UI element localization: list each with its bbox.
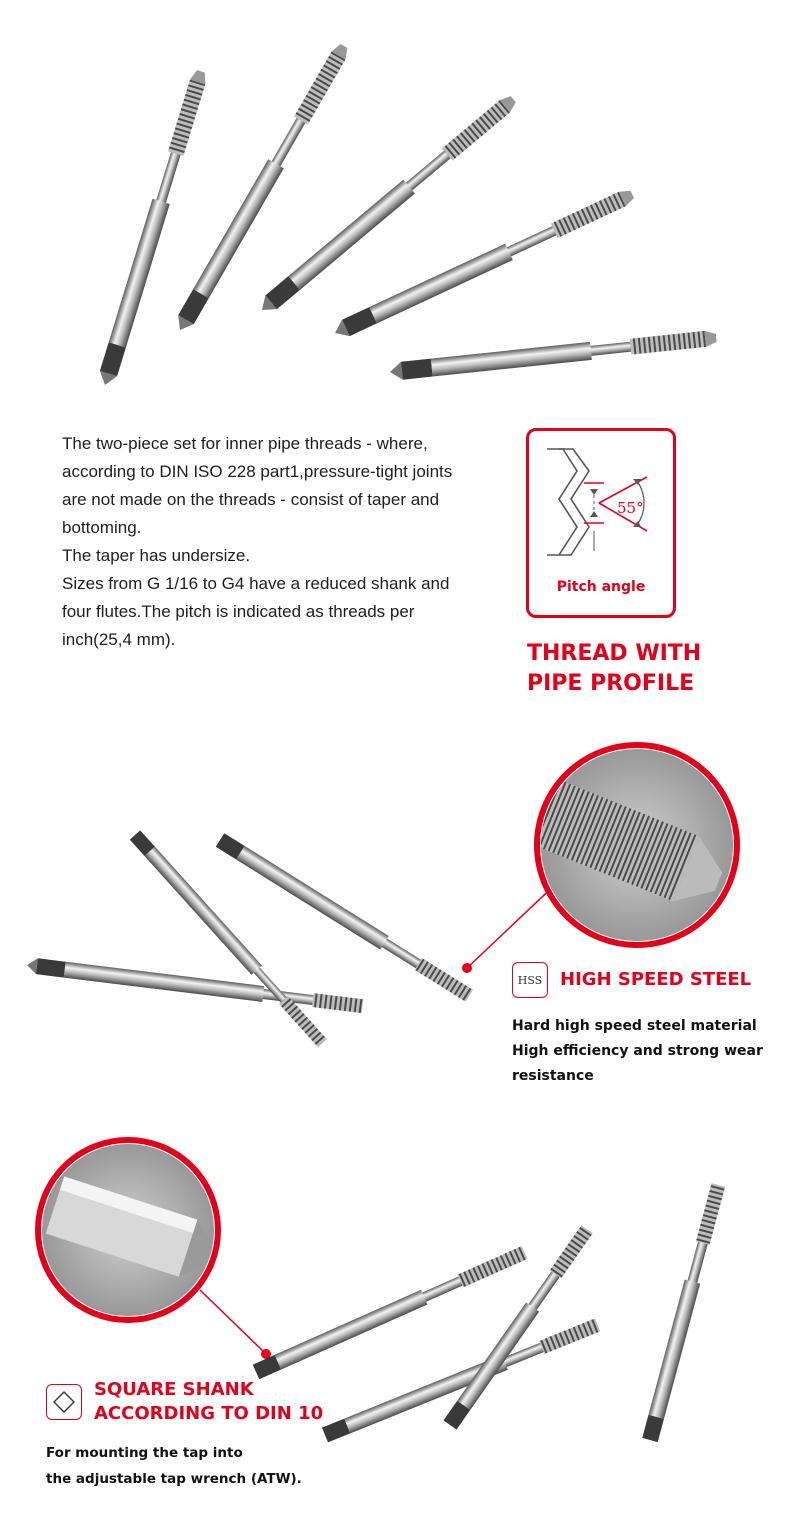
heading-line: PIPE PROFILE: [527, 671, 695, 696]
tap-illustration: [26, 957, 363, 1014]
description-line: according to DIN ISO 228 part1,pressure-tight joints: [62, 462, 453, 481]
square-shank-heading: [94, 1378, 323, 1426]
description-line: The taper has undersize.: [62, 546, 251, 565]
diamond-icon: [53, 1391, 75, 1413]
taps-hero-image: [0, 0, 800, 400]
hss-heading: HIGH SPEED STEEL: [560, 969, 752, 990]
hss-badge-text: HSS: [517, 973, 543, 987]
description-line: the adjustable tap wrench (ATW).: [46, 1471, 302, 1487]
description-line: resistance: [512, 1068, 594, 1084]
heading-line: THREAD WITH: [527, 641, 702, 666]
heading-line: SQUARE SHANK: [94, 1379, 254, 1400]
description-line: bottoming.: [62, 518, 142, 537]
tap-illustration: [130, 830, 328, 1047]
pitch-angle-value: 55°: [617, 499, 644, 517]
thread-profile-heading: [527, 639, 767, 699]
description-line: four flutes.The pitch is indicated as threads per: [62, 602, 415, 621]
hss-icon: [512, 962, 548, 998]
square-shank-icon: [46, 1384, 82, 1420]
shank-zoom-circle: [38, 1140, 231, 1320]
description-line: For mounting the tap into: [46, 1445, 243, 1461]
description-line: are not made on the threads - consist of taper and: [62, 490, 440, 509]
tap-illustration: [322, 1317, 601, 1442]
square-shank-description: [46, 1440, 302, 1492]
pitch-angle-label: Pitch angle: [556, 579, 646, 595]
pitch-angle-card: [526, 428, 676, 618]
hss-description: [512, 1014, 763, 1089]
description-line: inch(25,4 mm).: [62, 630, 176, 649]
tap-illustration: [216, 833, 474, 1002]
description-line: The two-piece set for inner pipe threads - where,: [62, 434, 428, 453]
taps-illustration: [0, 0, 800, 400]
thread-profile-icon: [529, 431, 673, 581]
tap-illustration: [642, 1183, 726, 1442]
tap-illustration: [96, 69, 209, 388]
heading-line: ACCORDING TO DIN 10: [94, 1403, 324, 1424]
hss-zoom-circle: [534, 745, 737, 945]
tap-illustration: [389, 329, 717, 381]
description-line: Sizes from G 1/16 to G4 have a reduced shank and: [62, 574, 450, 593]
product-description: [62, 430, 502, 654]
description-line: High efficiency and strong wear: [512, 1043, 763, 1059]
description-line: Hard high speed steel material: [512, 1018, 757, 1034]
